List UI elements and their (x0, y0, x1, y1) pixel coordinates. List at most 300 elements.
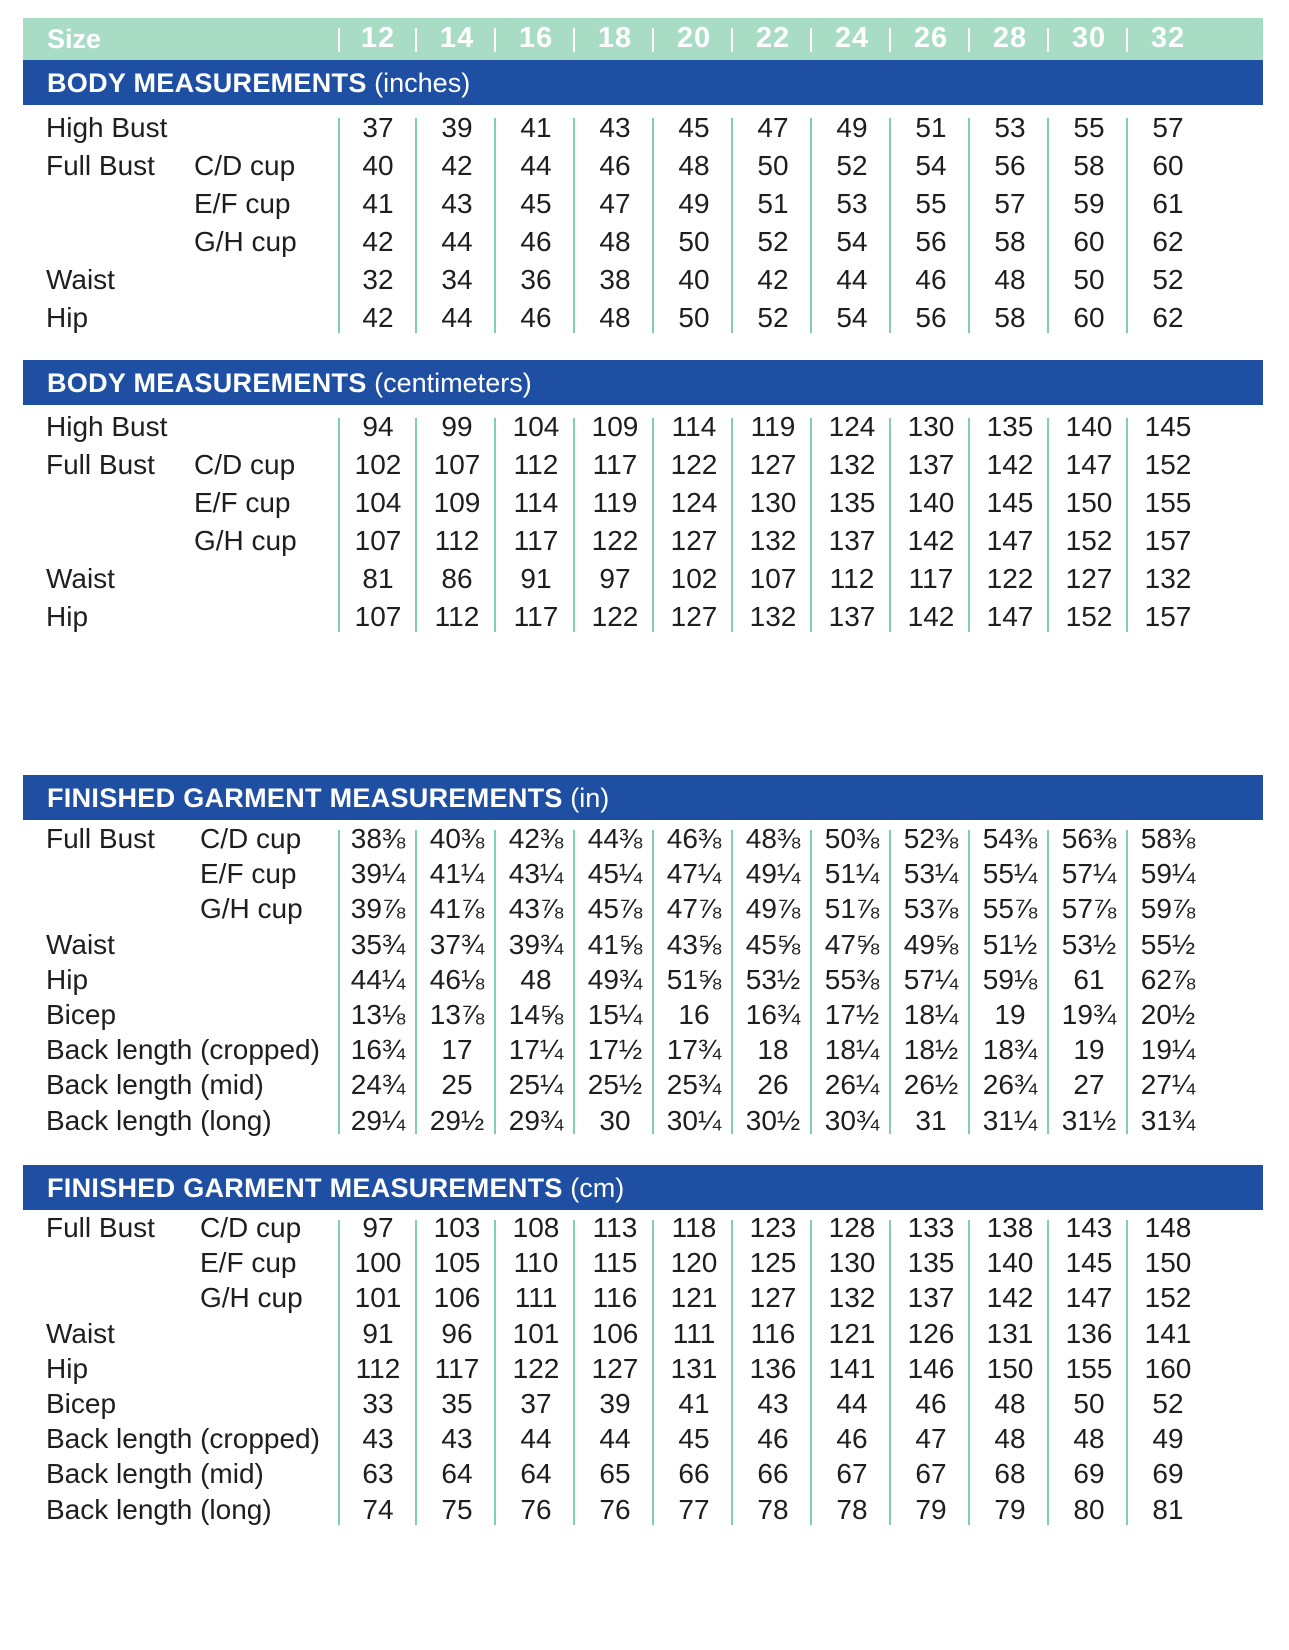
measurement-cell: 130 (749, 487, 797, 518)
measurement-cell: 67 (915, 1458, 947, 1490)
measurement-cell: 112 (434, 601, 480, 632)
measurement-cell: 13⅛ (350, 999, 406, 1030)
measurement-cell: 40 (678, 264, 710, 295)
measurement-cell: 44⅜ (587, 823, 643, 854)
measurement-cell: 67 (836, 1458, 868, 1490)
measurement-cell: 127 (591, 1352, 639, 1384)
section-title (47, 68, 470, 99)
measurement-cell: 57¼ (903, 963, 959, 995)
measurement-cell: 114 (513, 487, 559, 518)
section-unit: (cm) (570, 1173, 625, 1203)
row-label: Waist (46, 928, 115, 960)
measurement-cell: 128 (828, 1212, 876, 1243)
measurement-cell: 15¼ (587, 999, 643, 1030)
measurement-cell: 31½ (1061, 1104, 1117, 1136)
measurement-cell: 14⅝ (508, 999, 564, 1030)
measurement-cell: 127 (670, 525, 718, 556)
measurement-cell: 46 (757, 1423, 789, 1455)
measurement-cell: 43 (362, 1423, 394, 1455)
measurement-cell: 16¾ (745, 999, 801, 1030)
measurement-cell: 135 (986, 411, 1034, 442)
section-header-band (23, 360, 1263, 405)
measurement-cell: 124 (828, 411, 876, 442)
measurement-cell: 55 (1073, 112, 1105, 143)
measurement-cell: 30½ (745, 1104, 801, 1136)
measurement-cell: 147 (986, 601, 1034, 632)
row-label: Back length (mid) (46, 1458, 264, 1490)
measurement-cell: 55⅞ (982, 893, 1038, 925)
measurement-cell: 26½ (903, 1069, 959, 1101)
section-unit: (centimeters) (374, 368, 532, 398)
measurement-cell: 53 (994, 112, 1026, 143)
measurement-cell: 29¼ (350, 1104, 406, 1136)
measurement-cell: 39¼ (350, 858, 406, 890)
measurement-cell: 107 (749, 563, 797, 594)
measurement-cell: 123 (749, 1212, 797, 1243)
measurement-cell: 39⅞ (350, 893, 406, 925)
measurement-cell: 41 (362, 188, 394, 219)
row-label: Hip (46, 1352, 89, 1384)
measurement-cell: 45 (678, 112, 710, 143)
row-label: Full Bust (46, 150, 155, 181)
measurement-cell: 145 (986, 487, 1034, 518)
measurement-cell: 117 (513, 601, 559, 632)
measurement-cell: 26¾ (982, 1069, 1038, 1101)
measurement-cell: 59¼ (1140, 858, 1196, 890)
measurement-cell: 60 (1152, 150, 1184, 181)
measurement-cell: 136 (749, 1352, 797, 1384)
measurement-cell: 145 (1065, 1247, 1113, 1279)
measurement-cell: 86 (441, 563, 473, 594)
measurement-cell: 137 (828, 601, 876, 632)
measurement-cell: 107 (354, 601, 402, 632)
measurement-cell: 152 (1144, 449, 1192, 480)
measurement-cell: 51⅝ (666, 963, 722, 995)
measurement-cell: 104 (512, 411, 560, 442)
measurement-cell: 106 (591, 1317, 639, 1349)
measurement-cell: 43 (441, 1423, 473, 1455)
measurement-cell: 38⅜ (350, 823, 406, 854)
measurement-cell: 31 (915, 1104, 947, 1136)
measurement-cell: 116 (592, 1282, 638, 1314)
measurement-cell: 126 (907, 1317, 955, 1349)
measurement-cell: 155 (1065, 1352, 1113, 1384)
measurement-cell: 109 (433, 487, 481, 518)
measurement-cell: 127 (749, 449, 797, 480)
measurement-cell: 44¼ (350, 963, 406, 995)
measurement-cell: 51⅞ (824, 893, 880, 925)
measurement-cell: 78 (836, 1493, 868, 1525)
measurement-cell: 111 (514, 1282, 558, 1314)
measurement-cell: 47 (757, 112, 789, 143)
measurement-cell: 39 (441, 112, 473, 143)
measurement-cell: 52⅜ (903, 823, 959, 854)
measurement-cell: 46⅜ (666, 823, 722, 854)
measurement-cell: 46 (520, 226, 552, 257)
measurement-cell: 52 (757, 226, 789, 257)
row-cup-label: C/D cup (200, 823, 302, 854)
measurement-cell: 135 (828, 487, 876, 518)
measurement-cell: 79 (994, 1493, 1026, 1525)
measurement-cell: 25¼ (508, 1069, 564, 1101)
measurement-cell: 66 (757, 1458, 789, 1490)
measurement-cell: 130 (828, 1247, 876, 1279)
measurement-cell: 52 (757, 302, 789, 333)
measurement-cell: 24¾ (350, 1069, 406, 1101)
measurement-cell: 136 (1065, 1317, 1113, 1349)
measurement-cell: 53¼ (903, 858, 959, 890)
measurement-cell: 106 (433, 1282, 481, 1314)
measurement-cell: 44 (520, 1423, 552, 1455)
row-label: High Bust (46, 411, 168, 442)
measurement-cell: 141 (828, 1352, 876, 1384)
measurement-cell: 77 (678, 1493, 710, 1525)
measurement-cell: 45⅝ (745, 928, 801, 960)
measurement-cell: 140 (1065, 411, 1113, 442)
measurement-cell: 112 (513, 449, 559, 480)
section-title-text: FINISHED GARMENT MEASUREMENTS (47, 1173, 563, 1203)
measurement-cell: 152 (1065, 525, 1113, 556)
measurement-cell: 131 (986, 1317, 1034, 1349)
measurement-cell: 62 (1152, 302, 1184, 333)
row-cup-label: G/H cup (194, 525, 297, 556)
measurement-cell: 31¾ (1140, 1104, 1196, 1136)
measurement-cell: 150 (986, 1352, 1034, 1384)
measurement-cell: 53⅞ (903, 893, 959, 925)
measurement-cell: 52 (1152, 1388, 1184, 1419)
section-header-band (23, 1165, 1263, 1210)
measurement-cell: 122 (670, 449, 718, 480)
measurement-cell: 137 (907, 449, 955, 480)
measurement-cell: 48 (994, 1388, 1026, 1419)
measurement-cell: 47¼ (666, 858, 722, 890)
measurement-cell: 26¼ (824, 1069, 880, 1101)
section-title-text: BODY MEASUREMENTS (47, 68, 367, 98)
measurement-cell: 137 (907, 1282, 955, 1314)
measurement-cell: 48⅜ (745, 823, 801, 854)
measurement-cell: 122 (512, 1352, 560, 1384)
row-cup-label: C/D cup (200, 1212, 302, 1243)
measurement-cell: 112 (829, 563, 875, 594)
row-label: Full Bust (46, 449, 155, 480)
row-cup-label: G/H cup (200, 1282, 303, 1314)
measurement-cell: 43¼ (508, 858, 564, 890)
measurement-cell: 48 (994, 264, 1026, 295)
measurement-cell: 47 (915, 1423, 947, 1455)
measurement-cell: 34 (441, 264, 473, 295)
measurement-cell: 78 (757, 1493, 789, 1525)
measurement-cell: 122 (591, 525, 639, 556)
measurement-cell: 43 (757, 1388, 789, 1419)
row-label: Bicep (46, 999, 117, 1030)
measurement-cell: 51½ (982, 928, 1038, 960)
measurement-cell: 81 (362, 563, 394, 594)
measurement-cell: 40⅜ (429, 823, 485, 854)
measurement-cell: 58 (994, 302, 1026, 333)
measurement-cell: 38 (599, 264, 631, 295)
measurement-cell: 110 (513, 1247, 559, 1279)
measurement-cell: 60 (1073, 302, 1105, 333)
row-label: Hip (46, 601, 89, 632)
measurement-cell: 57¼ (1061, 858, 1117, 890)
measurement-cell: 142 (986, 449, 1034, 480)
measurement-cell: 42 (441, 150, 473, 181)
measurement-cell: 55⅜ (824, 963, 880, 995)
measurement-cell: 101 (354, 1282, 402, 1314)
measurement-cell: 44 (836, 1388, 868, 1419)
measurement-cell: 56 (915, 226, 947, 257)
measurement-cell: 146 (907, 1352, 955, 1384)
measurement-cell: 26 (757, 1069, 789, 1101)
measurement-cell: 13⅞ (429, 999, 485, 1030)
measurement-cell: 49 (678, 188, 710, 219)
measurement-cell: 51 (915, 112, 947, 143)
measurement-cell: 41¼ (429, 858, 485, 890)
measurement-cell: 94 (362, 411, 394, 442)
measurement-cell: 157 (1144, 601, 1192, 632)
row-label: Waist (46, 1317, 115, 1349)
row-label: Hip (46, 302, 89, 333)
measurement-cell: 115 (592, 1247, 638, 1279)
measurement-cell: 42 (362, 302, 394, 333)
measurement-cell: 33 (362, 1388, 394, 1419)
measurement-cell: 119 (750, 411, 796, 442)
row-label: High Bust (46, 112, 168, 143)
measurement-cell: 49 (1152, 1423, 1184, 1455)
measurement-cell: 18½ (903, 1034, 959, 1066)
measurement-cell: 132 (749, 601, 797, 632)
measurement-cell: 160 (1144, 1352, 1192, 1384)
measurement-cell: 47 (599, 188, 631, 219)
measurement-cell: 121 (670, 1282, 718, 1314)
measurement-cell: 19 (994, 999, 1026, 1030)
row-cup-label: C/D cup (194, 449, 296, 480)
measurement-cell: 44 (836, 264, 868, 295)
measurement-cell: 96 (441, 1317, 473, 1349)
measurement-cell: 46 (599, 150, 631, 181)
measurement-cell: 46 (836, 1423, 868, 1455)
measurement-cell: 47⅞ (666, 893, 722, 925)
row-cup-label: E/F cup (200, 858, 297, 890)
measurement-cell: 100 (354, 1247, 402, 1279)
measurement-cell: 17½ (587, 1034, 643, 1066)
measurement-cell: 59⅛ (982, 963, 1038, 995)
measurement-cell: 46 (915, 1388, 947, 1419)
measurement-cell: 112 (434, 525, 480, 556)
measurement-cell: 50 (678, 226, 710, 257)
measurement-cell: 16¾ (350, 1034, 406, 1066)
measurement-cell: 52 (1152, 264, 1184, 295)
measurement-cell: 53½ (745, 963, 801, 995)
row-cup-label: G/H cup (194, 226, 297, 257)
section-unit: (inches) (374, 68, 471, 98)
measurement-cell: 39 (599, 1388, 631, 1419)
measurement-cell: 147 (1065, 1282, 1113, 1314)
row-label: Hip (46, 963, 89, 995)
measurement-cell: 122 (986, 563, 1034, 594)
measurement-cell: 152 (1144, 1282, 1192, 1314)
measurement-cell: 51¼ (824, 858, 880, 890)
measurement-cell: 48 (994, 1423, 1026, 1455)
measurement-cell: 25 (441, 1069, 473, 1101)
measurement-cell: 119 (592, 487, 638, 518)
measurement-cell: 50 (1073, 1388, 1105, 1419)
measurement-cell: 25½ (587, 1069, 643, 1101)
measurement-cell: 36 (520, 264, 552, 295)
measurement-cell: 147 (1065, 449, 1113, 480)
measurement-cell: 127 (1065, 563, 1113, 594)
measurement-cell: 16 (678, 999, 710, 1030)
size-label: Size (47, 24, 102, 54)
measurement-cell: 58 (994, 226, 1026, 257)
row-label: Waist (46, 264, 115, 295)
measurement-cell: 118 (671, 1212, 717, 1243)
measurement-cell: 133 (907, 1212, 955, 1243)
measurement-cell: 142 (907, 601, 955, 632)
row-label: Back length (long) (46, 1104, 272, 1136)
measurement-cell: 116 (750, 1317, 796, 1349)
section-header-band (23, 60, 1263, 105)
measurement-cell: 61 (1073, 963, 1105, 995)
measurement-cell: 107 (354, 525, 402, 556)
measurement-cell: 50 (678, 302, 710, 333)
measurement-cell: 64 (441, 1458, 473, 1490)
measurement-cell: 37 (362, 112, 394, 143)
measurement-cell: 51 (757, 188, 789, 219)
measurement-cell: 117 (592, 449, 638, 480)
measurement-cell: 76 (520, 1493, 552, 1525)
size-24: 24 (834, 22, 870, 54)
measurement-cell: 117 (434, 1352, 480, 1384)
measurement-cell: 56⅜ (1061, 823, 1117, 854)
measurement-cell: 80 (1073, 1493, 1105, 1525)
measurement-cell: 49⅝ (903, 928, 959, 960)
measurement-cell: 122 (591, 601, 639, 632)
measurement-cell: 37 (520, 1388, 552, 1419)
measurement-cell: 68 (994, 1458, 1026, 1490)
measurement-cell: 58⅜ (1140, 823, 1196, 854)
measurement-cell: 114 (671, 411, 717, 442)
measurement-cell: 127 (670, 601, 718, 632)
row-label: Waist (46, 563, 115, 594)
measurement-cell: 27 (1073, 1069, 1105, 1101)
measurement-cell: 125 (749, 1247, 797, 1279)
measurement-cell: 19 (1073, 1034, 1105, 1066)
measurement-cell: 48 (599, 302, 631, 333)
measurement-cell: 132 (828, 449, 876, 480)
measurement-cell: 53 (836, 188, 868, 219)
measurement-cell: 44 (599, 1423, 631, 1455)
measurement-cell: 17¼ (508, 1034, 564, 1066)
measurement-cell: 30 (599, 1104, 631, 1136)
measurement-cell: 97 (599, 563, 631, 594)
measurement-cell: 66 (678, 1458, 710, 1490)
measurement-cell: 44 (441, 226, 473, 257)
measurement-cell: 18¾ (982, 1034, 1038, 1066)
measurement-cell: 35¾ (350, 928, 406, 960)
measurement-cell: 55¼ (982, 858, 1038, 890)
measurement-cell: 31¼ (982, 1104, 1038, 1136)
row-cup-label: G/H cup (200, 893, 303, 925)
measurement-cell: 49¾ (587, 963, 643, 995)
measurement-cell: 48 (1073, 1423, 1105, 1455)
measurement-cell: 75 (441, 1493, 473, 1525)
measurement-cell: 112 (355, 1352, 401, 1384)
measurement-cell: 143 (1065, 1212, 1113, 1243)
measurement-cell: 117 (513, 525, 559, 556)
measurement-cell: 81 (1152, 1493, 1184, 1525)
measurement-cell: 54⅜ (982, 823, 1038, 854)
size-22: 22 (755, 22, 791, 54)
section-title (47, 783, 609, 814)
measurement-cell: 19¼ (1140, 1034, 1196, 1066)
measurement-cell: 46 (915, 264, 947, 295)
measurement-cell: 41 (520, 112, 552, 143)
measurement-cell: 142 (986, 1282, 1034, 1314)
measurement-cell: 117 (908, 563, 954, 594)
measurement-cell: 30¾ (824, 1104, 880, 1136)
measurement-cell: 62⅞ (1140, 963, 1196, 995)
measurement-cell: 42 (362, 226, 394, 257)
measurement-cell: 155 (1144, 487, 1192, 518)
measurement-cell: 61 (1152, 188, 1184, 219)
measurement-cell: 108 (512, 1212, 560, 1243)
measurement-cell: 18¼ (824, 1034, 880, 1066)
measurement-cell: 63 (362, 1458, 394, 1490)
measurement-cell: 43 (441, 188, 473, 219)
size-30: 30 (1071, 22, 1107, 54)
measurement-cell: 50 (757, 150, 789, 181)
section-header-band (23, 775, 1263, 820)
measurement-cell: 43⅝ (666, 928, 722, 960)
measurement-cell: 64 (520, 1458, 552, 1490)
measurement-cell: 140 (907, 487, 955, 518)
section-title-text: FINISHED GARMENT MEASUREMENTS (47, 783, 563, 813)
measurement-cell: 17 (441, 1034, 473, 1066)
row-label: Back length (long) (46, 1493, 272, 1525)
measurement-cell: 127 (749, 1282, 797, 1314)
section-title-text: BODY MEASUREMENTS (47, 368, 367, 398)
row-label: Back length (mid) (46, 1069, 264, 1101)
measurement-cell: 56 (994, 150, 1026, 181)
measurement-cell: 45 (678, 1423, 710, 1455)
measurement-cell: 53½ (1061, 928, 1117, 960)
measurement-cell: 47⅝ (824, 928, 880, 960)
measurement-cell: 130 (907, 411, 955, 442)
measurement-cell: 57 (994, 188, 1026, 219)
measurement-cell: 111 (672, 1317, 716, 1349)
measurement-cell: 17½ (824, 999, 880, 1030)
size-32: 32 (1150, 22, 1186, 54)
measurement-cell: 58 (1073, 150, 1105, 181)
measurement-cell: 42 (757, 264, 789, 295)
measurement-cell: 17¾ (666, 1034, 722, 1066)
measurement-cell: 52 (836, 150, 868, 181)
measurement-cell: 57 (1152, 112, 1184, 143)
measurement-cell: 54 (915, 150, 947, 181)
row-cup-label: C/D cup (194, 150, 296, 181)
measurement-cell: 69 (1073, 1458, 1105, 1490)
measurement-cell: 45¼ (587, 858, 643, 890)
measurement-cell: 56 (915, 302, 947, 333)
measurement-cell: 132 (1144, 563, 1192, 594)
section-title (47, 368, 532, 399)
size-header-bar (23, 18, 1263, 61)
measurement-cell: 150 (1144, 1247, 1192, 1279)
measurement-cell: 50 (1073, 264, 1105, 295)
measurement-cell: 30¼ (666, 1104, 722, 1136)
measurement-cell: 46 (520, 302, 552, 333)
